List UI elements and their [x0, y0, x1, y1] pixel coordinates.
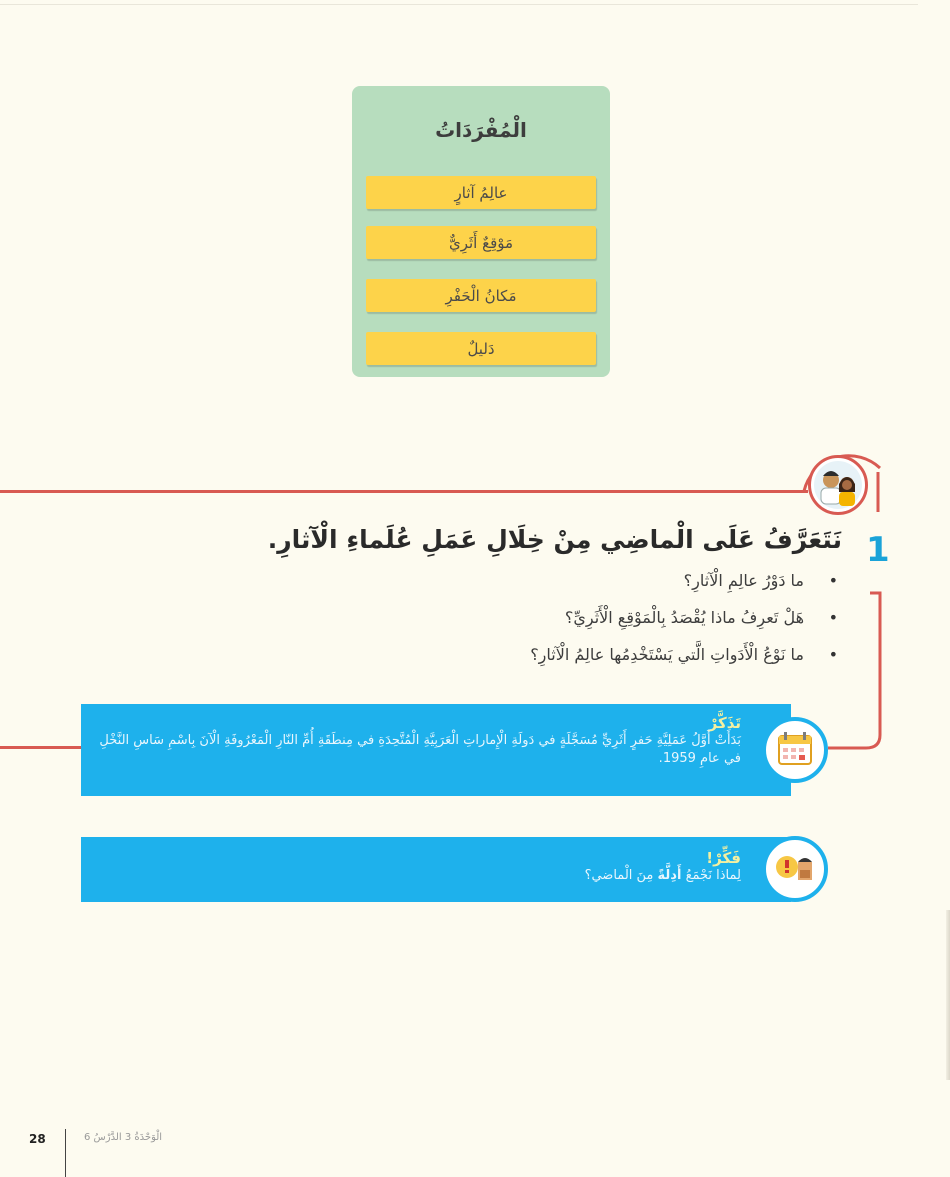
- vocab-item-archaeologist[interactable]: عالِمُ آثارٍ: [366, 176, 596, 209]
- think-banner: [81, 837, 791, 902]
- think-text-before: لِماذا نَجْمَعُ: [685, 868, 741, 883]
- question-list: [530, 562, 838, 673]
- left-line-remember: [0, 746, 82, 749]
- remember-title: تَذَكَّرْ: [708, 714, 741, 732]
- vocabulary-title: الْمُفْرَدَاتُ: [435, 118, 527, 142]
- section-line-top: [0, 490, 808, 493]
- think-text-bold: أَدِلَّةً: [657, 868, 682, 883]
- think-text-after: مِنَ الْماضي؟: [584, 868, 654, 883]
- students-avatar: [808, 455, 868, 515]
- vocab-item-evidence[interactable]: دَليلٌ: [366, 332, 596, 365]
- idea-icon: [766, 840, 824, 898]
- calendar-icon: [766, 721, 824, 779]
- lesson-heading: نَتَعَرَّفُ عَلَى الْماضِي مِنْ خِلَالِ عَمَلِ عُلَماءِ الْآثارِ.: [267, 525, 842, 554]
- page-edge-shadow: [946, 910, 950, 1080]
- vocab-item-archaeological-site[interactable]: مَوْقِعٌ أَثَرِيٌّ: [366, 226, 596, 259]
- lesson-number: 1: [866, 530, 890, 570]
- vocab-item-dig-site[interactable]: مَكانُ الْحَفْرِ: [366, 279, 596, 312]
- question-item: • ما نَوْعُ الْأَدَواتِ الَّتي يَسْتَخْدِمُها عالِمُ الْآثارِ؟: [530, 636, 838, 673]
- page-number: 28: [29, 1132, 46, 1146]
- students-icon: [811, 458, 865, 512]
- remember-icon-circle: [762, 717, 828, 783]
- question-item: • ما دَوْرُ عالِمِ الْآثارِ؟: [530, 562, 838, 599]
- footer-unit-lesson: الْوَحْدَةُ 3 الدَّرْسُ 6: [84, 1132, 163, 1143]
- think-icon-circle: [762, 836, 828, 902]
- think-title: فَكِّرْ!: [706, 849, 741, 867]
- top-divider: [0, 4, 918, 5]
- footer-divider: [65, 1129, 66, 1177]
- question-item: • هَلْ تَعرِفُ ماذا يُقْصَدُ بِالْمَوْقِعِ الْأَثَرِيِّ؟: [530, 599, 838, 636]
- remember-text: بَدَأَتْ أَوَّلُ عَمَلِيَّةِ حَفرٍ أَثَرِيٍّ مُسَجَّلَةٍ في دَولَةِ الْإِماراتِ الْعَرَبِيَّةِ الْمُتَّحِدَةِ في مِنطَقَةِ أُمِّ النّارِ الْمَعْرُوفَةِ الْآنَ بِاسْمِ سَاسِ النَّخْلِ في عامِ 1959.: [99, 733, 741, 766]
- think-text: [89, 867, 741, 885]
- remember-banner: [81, 704, 791, 796]
